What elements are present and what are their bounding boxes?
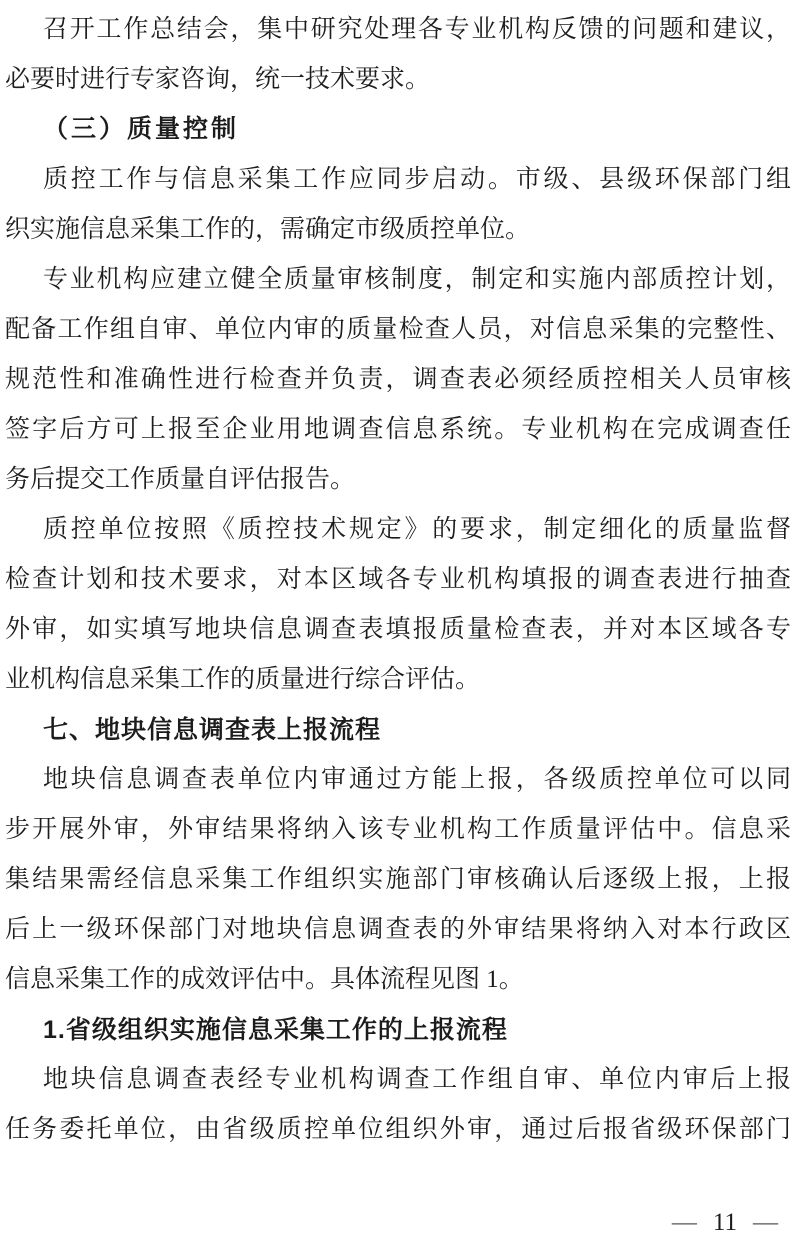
page-number-dash-left: — (671, 1209, 697, 1236)
text-line: 任务委托单位，由省级质控单位组织外审，通过后报省级环保部门 (5, 1116, 791, 1143)
section-heading (5, 705, 791, 755)
text-line: 地块信息调查表经专业机构调查工作组自审、单位内审后上报 (43, 1066, 791, 1093)
text-line: 配备工作组自审、单位内审的质量检查人员，对信息采集的完整性、 (5, 316, 791, 343)
text-line: 质控工作与信息采集工作应同步启动。市级、县级环保部门组 (43, 166, 791, 193)
paragraph (5, 5, 791, 105)
text-line: 后上一级环保部门对地块信息调查表的外审结果将纳入对本行政区 (5, 916, 791, 943)
text-line: 召开工作总结会，集中研究处理各专业机构反馈的问题和建议， (43, 16, 791, 43)
page-number-dash-right: — (753, 1209, 778, 1236)
heading-text: 七、地块信息调查表上报流程 (43, 716, 382, 744)
text-line: 织实施信息采集工作的，需确定市级质控单位。 (5, 216, 531, 243)
paragraph (5, 755, 791, 1005)
text-line: 检查计划和技术要求，对本区域各专业机构填报的调查表进行抽查 (5, 566, 791, 593)
text-line: 业机构信息采集工作的质量进行综合评估。 (5, 666, 481, 693)
section-heading (5, 1005, 791, 1055)
page-number (672, 1203, 778, 1243)
paragraph (5, 255, 791, 505)
text-line: 签字后方可上报至企业用地调查信息系统。专业机构在完成调查任 (5, 416, 791, 443)
heading-text: （三）质量控制 (43, 116, 240, 143)
text-line: 信息采集工作的成效评估中。具体流程见图 1。 (5, 966, 524, 993)
text-line: 外审，如实填写地块信息调查表填报质量检查表，并对本区域各专 (5, 616, 791, 643)
paragraph (5, 505, 791, 705)
paragraph (5, 155, 791, 255)
text-line: 集结果需经信息采集工作组织实施部门审核确认后逐级上报，上报 (5, 866, 791, 893)
text-line: 质控单位按照《质控技术规定》的要求，制定细化的质量监督 (43, 516, 791, 543)
text-line: 规范性和准确性进行检查并负责，调查表必须经质控相关人员审核 (5, 366, 791, 393)
paragraph (5, 1055, 791, 1155)
page-number-value: 11 (712, 1209, 737, 1236)
section-heading (5, 105, 791, 155)
text-line: 专业机构应建立健全质量审核制度，制定和实施内部质控计划， (43, 266, 791, 293)
text-line: 必要时进行专家咨询，统一技术要求。 (5, 66, 431, 93)
text-line: 地块信息调查表单位内审通过方能上报，各级质控单位可以同 (43, 766, 791, 793)
text-line: 步开展外审，外审结果将纳入该专业机构工作质量评估中。信息采 (5, 816, 791, 843)
text-line: 务后提交工作质量自评估报告。 (5, 466, 356, 493)
heading-text: 1.省级组织实施信息采集工作的上报流程 (43, 1016, 508, 1044)
